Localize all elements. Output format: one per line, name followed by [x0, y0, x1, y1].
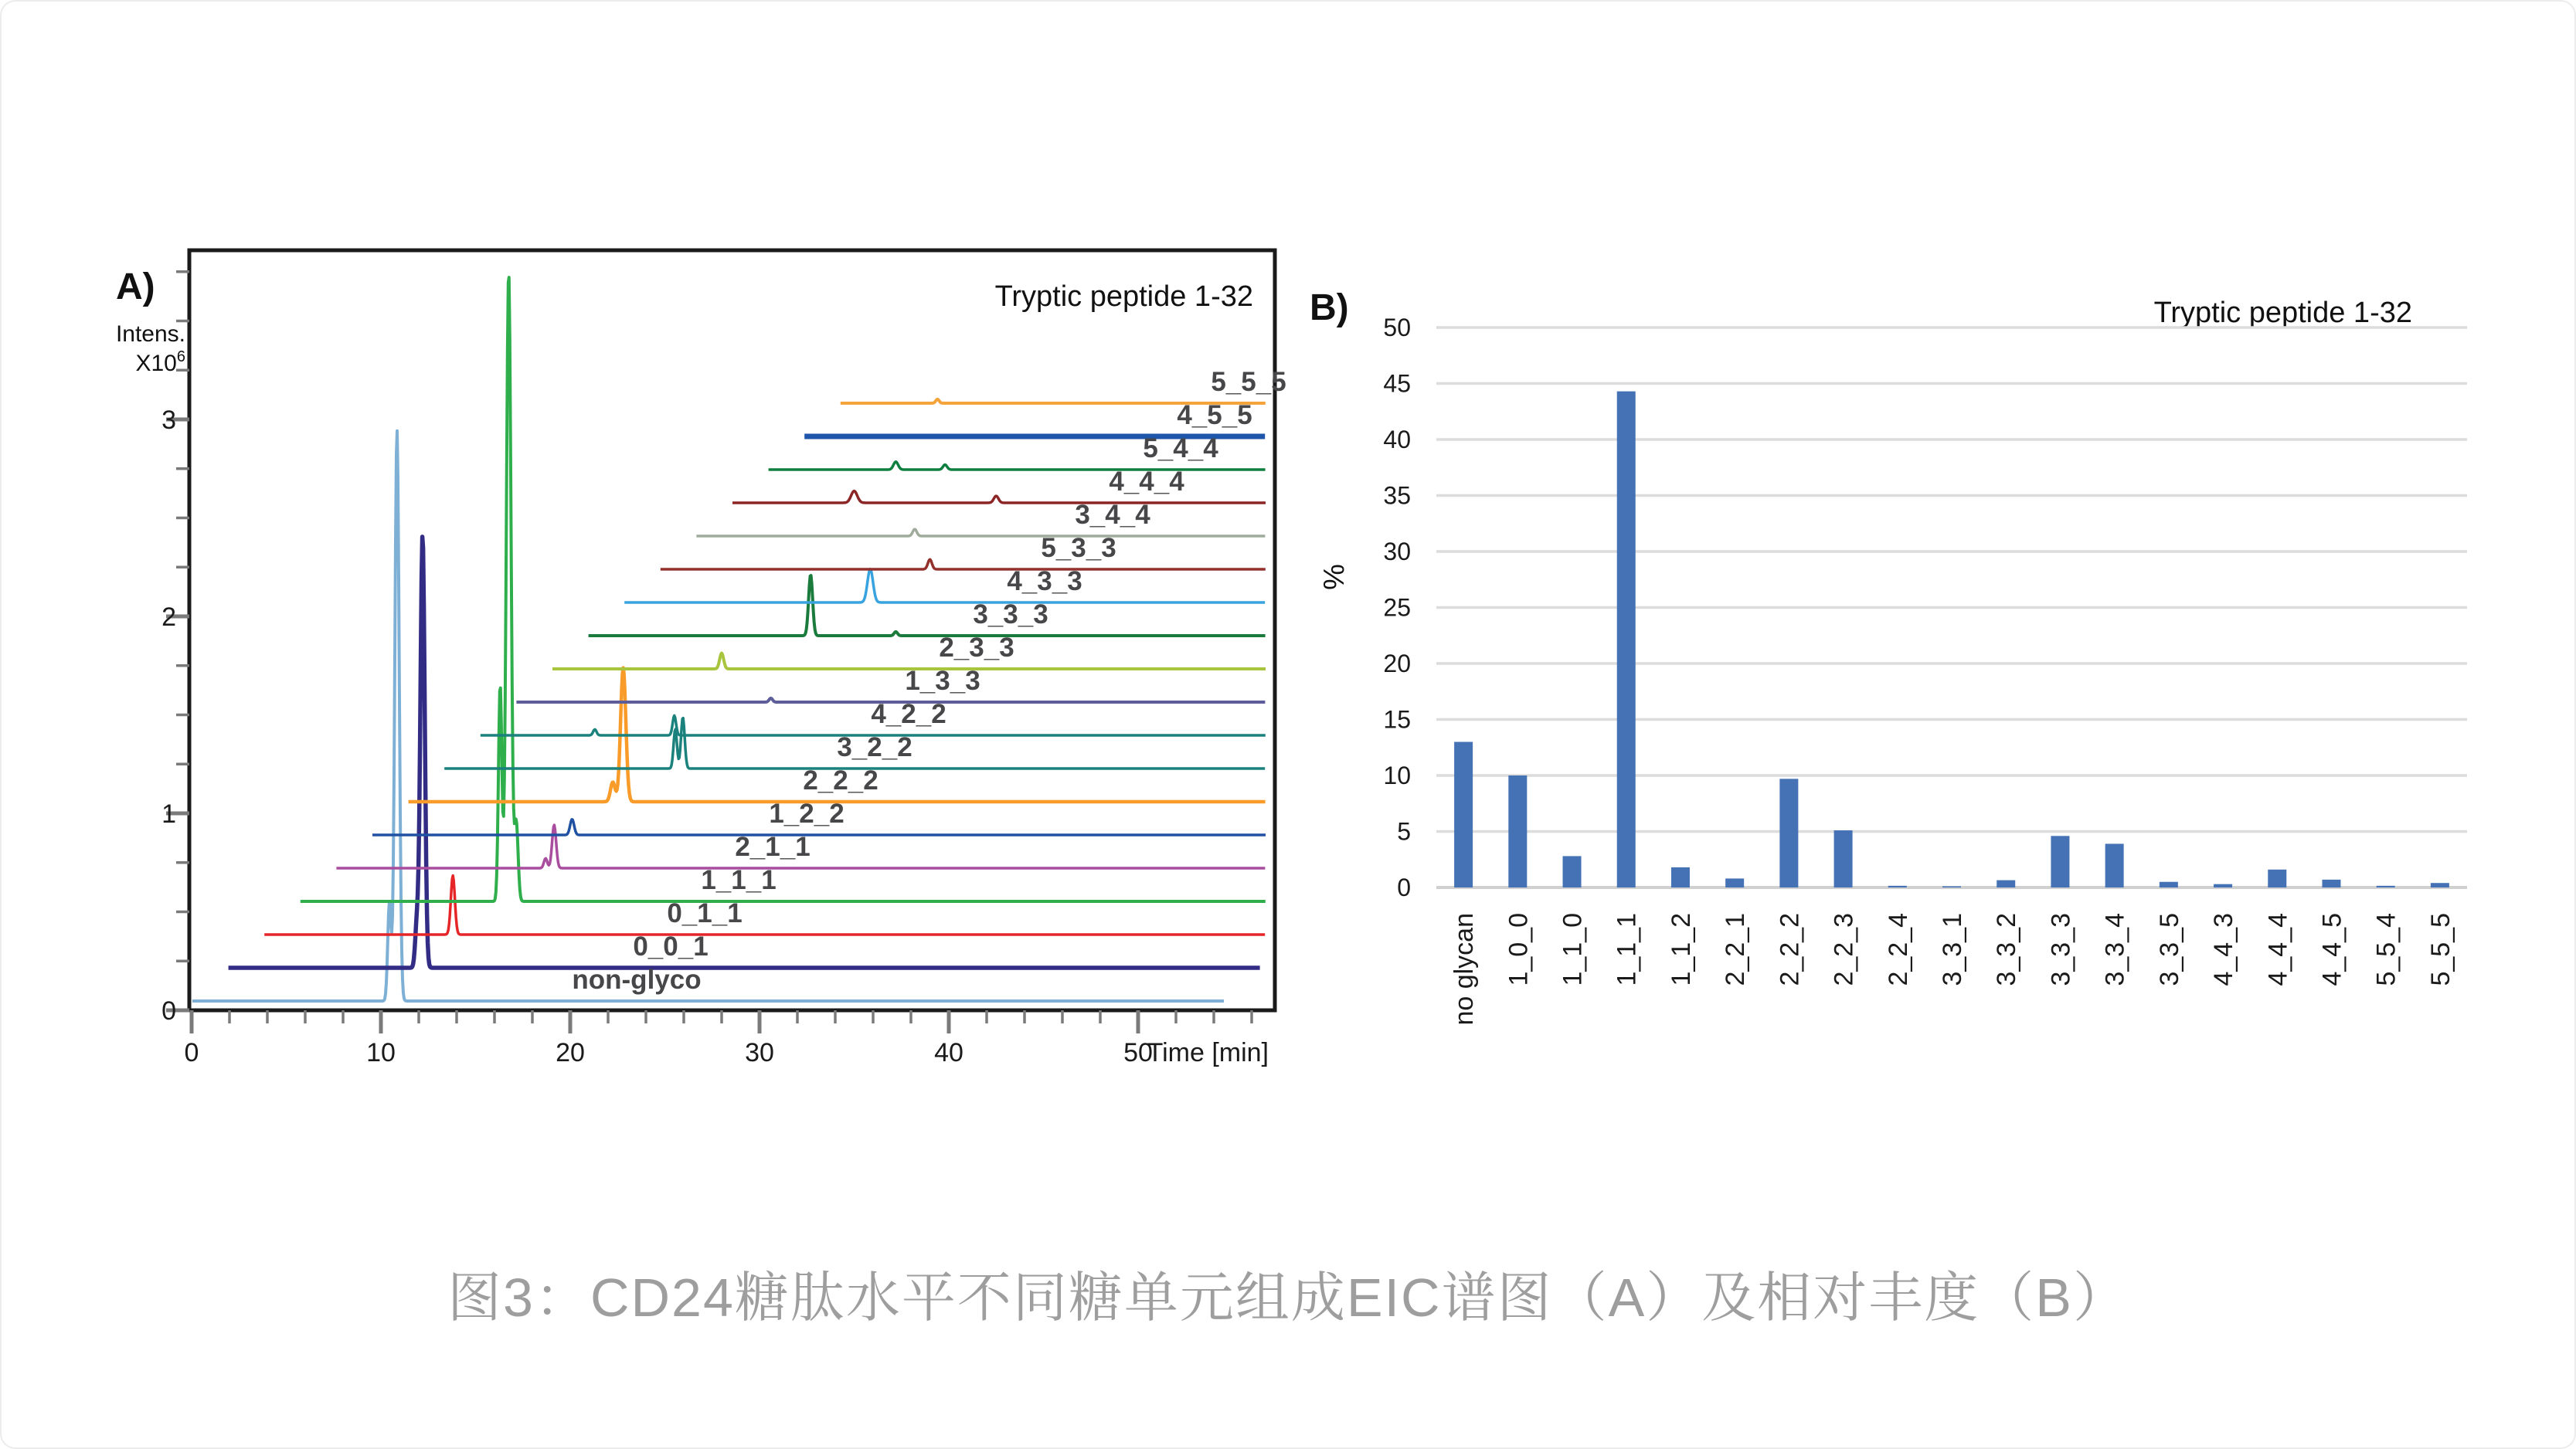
bar-4_4_5 — [2322, 880, 2340, 887]
trace-label-5_3_3: 5_3_3 — [1041, 533, 1116, 563]
bar-category-label-3_3_4: 3_3_4 — [2100, 913, 2130, 986]
bar-category-label-2_2_2: 2_2_2 — [1775, 913, 1805, 986]
bar-category-label-1_1_1: 1_1_1 — [1612, 913, 1642, 986]
bar-no glycan — [1454, 742, 1473, 888]
bar-category-label-no glycan: no glycan — [1449, 913, 1480, 1026]
trace-3_4_4 — [696, 529, 1265, 536]
panel-a-title: Tryptic peptide 1-32 — [994, 280, 1253, 313]
panel-b-label: B) — [1310, 287, 1349, 328]
panel-b-title: Tryptic peptide 1-32 — [2153, 297, 2412, 329]
trace-label-2_3_3: 2_3_3 — [939, 633, 1014, 663]
y-axis-tick-label: 20 — [1383, 650, 1411, 677]
panel-a-label: A) — [116, 266, 155, 307]
x-axis-tick-label: 0 — [184, 1038, 199, 1067]
bar-1_1_0 — [1563, 856, 1582, 887]
x-axis-tick-label: 50 — [1123, 1038, 1153, 1067]
x-axis-tick-label: 10 — [366, 1038, 396, 1067]
panel-a-plot — [161, 250, 1286, 1067]
trace-label-3_4_4: 3_4_4 — [1075, 500, 1150, 530]
bar-category-label-5_5_5: 5_5_5 — [2425, 913, 2455, 986]
trace-label-3_2_2: 3_2_2 — [837, 732, 912, 762]
bar-3_3_1 — [1942, 887, 1961, 888]
bar-category-label-4_4_4: 4_4_4 — [2263, 913, 2293, 986]
panel-a-plot-border — [189, 250, 1275, 1010]
bar-category-label-3_3_2: 3_3_2 — [1992, 913, 2022, 986]
figure-caption: 图3：CD24糖肽水平不同糖单元组成EIC谱图（A）及相对丰度（B） — [447, 1267, 2129, 1328]
bar-category-label-3_3_1: 3_3_1 — [1938, 913, 1967, 986]
x-axis-tick-label: 30 — [745, 1038, 774, 1067]
y-axis-tick-label: 0 — [161, 996, 176, 1026]
panel-b-plot — [1383, 314, 2467, 1026]
y-axis-tick-label: 30 — [1383, 538, 1411, 565]
bar-5_5_4 — [2377, 886, 2395, 887]
bar-3_3_3 — [2051, 836, 2069, 887]
y-axis-tick-label: 15 — [1383, 705, 1411, 734]
trace-label-4_5_5: 4_5_5 — [1177, 400, 1252, 430]
trace-label-1_2_2: 1_2_2 — [769, 799, 845, 829]
y-axis-tick-label: 5 — [1397, 817, 1411, 846]
bar-category-label-5_5_4: 5_5_4 — [2371, 913, 2401, 986]
trace-label-non-glyco: non-glyco — [572, 965, 702, 995]
y-axis-tick-label: 25 — [1383, 593, 1411, 622]
trace-label-0_0_1: 0_0_1 — [633, 932, 709, 962]
trace-label-4_4_4: 4_4_4 — [1109, 467, 1184, 497]
bar-2_2_3 — [1834, 830, 1853, 887]
bar-4_4_4 — [2268, 870, 2286, 887]
x-axis-tick-label: 40 — [934, 1038, 963, 1067]
bar-2_2_1 — [1725, 878, 1744, 887]
panel-b-barchart — [1310, 287, 2467, 1026]
eic-and-abundance-figure — [2, 2, 2576, 1449]
trace-label-4_2_2: 4_2_2 — [871, 699, 946, 729]
trace-label-5_4_4: 5_4_4 — [1143, 433, 1218, 463]
bar-category-label-2_2_3: 2_2_3 — [1829, 913, 1859, 986]
trace-label-5_5_5: 5_5_5 — [1211, 367, 1286, 397]
bar-category-label-3_3_3: 3_3_3 — [2046, 913, 2076, 986]
bar-category-label-3_3_5: 3_3_5 — [2154, 913, 2184, 986]
bar-category-label-2_2_4: 2_2_4 — [1883, 913, 1913, 986]
y-axis-tick-label: 0 — [1397, 874, 1411, 901]
x-axis-title: Time [min] — [1147, 1038, 1269, 1067]
y-axis-tick-label: 3 — [161, 406, 176, 435]
bar-5_5_5 — [2431, 883, 2449, 887]
y-axis-tick-label: 50 — [1383, 314, 1411, 341]
bar-2_2_4 — [1888, 886, 1907, 887]
panel-a-chromatogram — [116, 250, 1286, 1067]
y-axis-tick-label: 2 — [161, 602, 176, 632]
y-axis-tick-label: 1 — [161, 799, 176, 829]
bar-1_1_2 — [1671, 867, 1690, 887]
y-axis-tick-label: 45 — [1383, 369, 1411, 398]
bar-category-label-2_2_1: 2_2_1 — [1721, 913, 1751, 986]
y-axis-unit-intens: Intens. — [115, 321, 185, 347]
bar-2_2_2 — [1779, 779, 1798, 887]
y-axis-tick-label: 10 — [1383, 762, 1411, 789]
y-axis-tick-label: 40 — [1383, 426, 1411, 453]
trace-label-1_1_1: 1_1_1 — [701, 865, 777, 895]
trace-label-2_1_1: 2_1_1 — [735, 832, 811, 862]
y-axis-unit-scale: $X10^6$ — [135, 348, 185, 376]
trace-label-3_3_3: 3_3_3 — [973, 599, 1048, 629]
y-axis-tick-label: 35 — [1383, 481, 1411, 510]
trace-4_4_4 — [732, 491, 1266, 503]
bar-category-label-1_1_2: 1_1_2 — [1666, 913, 1696, 986]
trace-label-2_2_2: 2_2_2 — [803, 765, 878, 796]
trace-3_3_3 — [589, 575, 1266, 636]
bar-3_3_4 — [2105, 843, 2124, 887]
trace-4_3_3 — [624, 569, 1265, 602]
y-axis-label-percent: % — [1318, 564, 1351, 590]
trace-5_3_3 — [661, 559, 1266, 569]
bar-3_3_5 — [2160, 882, 2178, 887]
trace-label-4_3_3: 4_3_3 — [1007, 566, 1082, 596]
bar-1_1_1 — [1617, 392, 1636, 887]
bar-4_4_3 — [2214, 884, 2232, 887]
trace-label-1_3_3: 1_3_3 — [905, 666, 980, 696]
trace-label-0_1_1: 0_1_1 — [667, 898, 743, 928]
bar-3_3_2 — [1997, 881, 2015, 887]
bar-category-label-4_4_3: 4_4_3 — [2209, 913, 2239, 986]
bar-1_0_0 — [1508, 775, 1527, 887]
bar-category-label-1_0_0: 1_0_0 — [1504, 913, 1534, 986]
bar-category-label-4_4_5: 4_4_5 — [2317, 913, 2347, 986]
x-axis-tick-label: 20 — [556, 1038, 585, 1067]
bar-category-label-1_1_0: 1_1_0 — [1558, 913, 1588, 986]
